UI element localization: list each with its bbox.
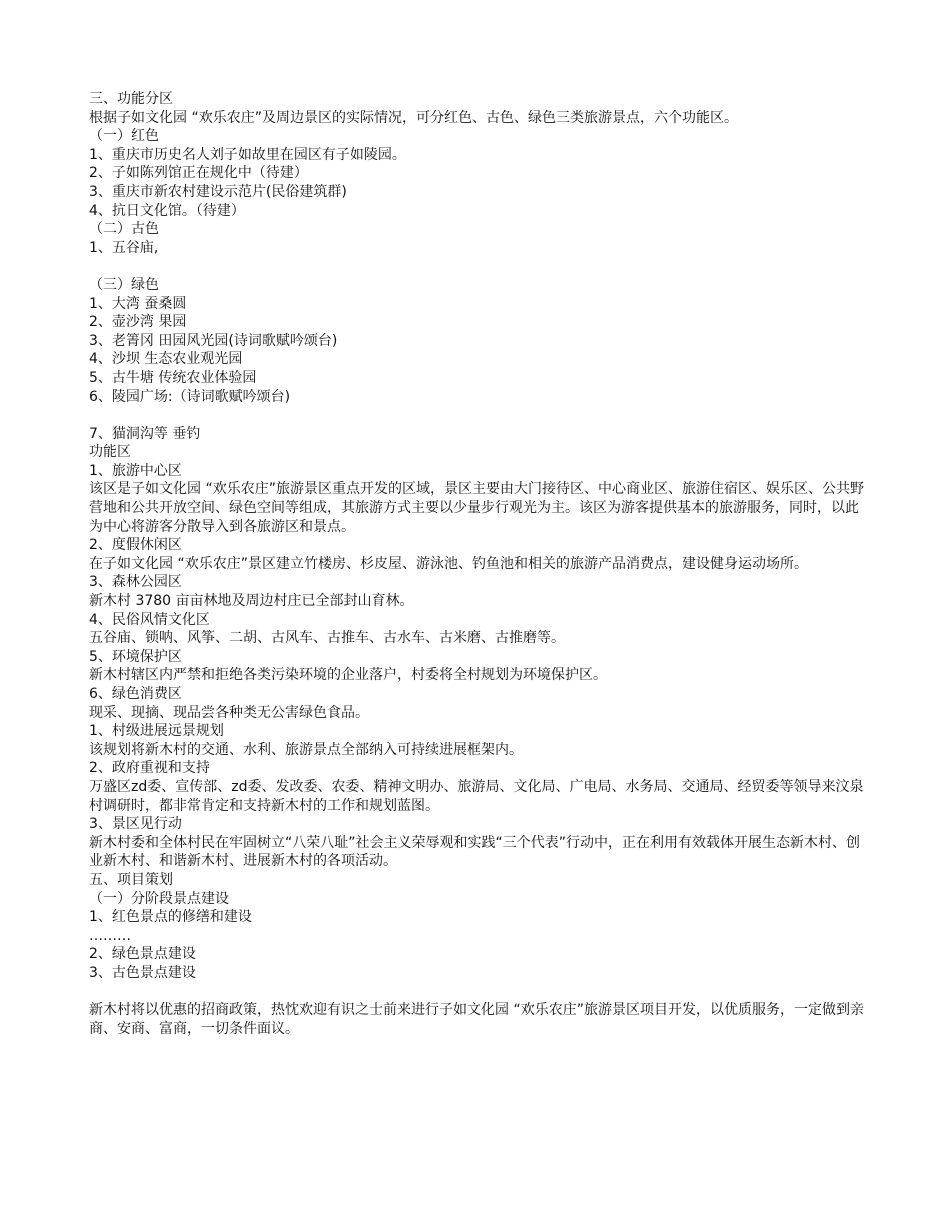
text-line: 2、绿色景点建设 — [89, 946, 196, 963]
text-line: 根据子如文化园 “欢乐农庄”及周边景区的实际情况，可分红色、古色、绿色三类旅游景点，六个功能区。 — [89, 109, 738, 126]
text-line: 新木村辖区内严禁和拒绝各类污染环境的企业落户，村委将全村规划为环境保护区。 — [89, 667, 607, 684]
text-line: 5、古牛塘 传统农业体验园 — [89, 369, 257, 386]
text-line: 1、红色景点的修缮和建设 — [89, 909, 252, 926]
text-line: 3、景区见行动 — [89, 816, 182, 833]
text-line: 7、猫洞沟等 垂钓 — [89, 425, 201, 442]
text-line: 3、古色景点建设 — [89, 964, 196, 981]
text-line: 6、陵园广场:（诗词歌赋吟颂台) — [89, 388, 291, 405]
text-line: 3、重庆市新农村建设示范片(民俗建筑群) — [89, 183, 347, 200]
text-line: 6、绿色消费区 — [89, 686, 182, 702]
text-line: 1、村级进展远景规划 — [89, 723, 224, 740]
text-line: 3、老箐冈 田园风光园(诗词歌赋吟颂台) — [89, 332, 338, 349]
text-line: 五谷庙、锁呐、风筝、二胡、古风车、古推车、古水车、古米磨、古推磨等。 — [89, 630, 565, 647]
text-line: 在子如文化园 “欢乐农庄”景区建立竹楼房、杉皮屋、游泳池、钓鱼池和相关的旅游产品消费点，建设健身运动场所。 — [89, 555, 808, 572]
text-line: （一）分阶段景点建设 — [89, 890, 229, 907]
text-line: 该区是子如文化园 “欢乐农庄”旅游景区重点开发的区域，景区主要由大门接待区、中心商业区、旅游住宿区、娱乐区、公共野营地和公共开放空间、绿色空间等组成，其旅游方式主要以少量步行观光为主。该区为游客提供基本的旅游服务，同时，以此为中心将游客分散导入到各旅游区和景点。 — [89, 481, 864, 535]
text-line: 1、大湾 蚕桑圆 — [89, 295, 187, 312]
blank-line — [89, 983, 864, 1002]
text-line: 4、抗日文化馆。（待建） — [89, 202, 245, 219]
text-line: 2、政府重视和支持 — [89, 760, 210, 777]
text-line: 1、五谷庙, — [89, 239, 159, 256]
text-line: 现采、现摘、现品尝各种类无公害绿色食品。 — [89, 704, 369, 721]
text-line: 1、重庆市历史名人刘子如故里在园区有子如陵园。 — [89, 146, 406, 163]
text-line: 新木村将以优惠的招商政策，热忱欢迎有识之士前来进行子如文化园 “欢乐农庄”旅游景区项目开发，以优质服务，一定做到亲商、安商、富商，一切条件面议。 — [89, 1002, 864, 1037]
document-body — [89, 90, 864, 1038]
text-line: 该规划将新木村的交通、水利、旅游景点全部纳入可持续进展框架内。 — [89, 741, 523, 758]
text-line: 3、森林公园区 — [89, 574, 182, 591]
text-line: 4、民俗风情文化区 — [89, 611, 210, 628]
text-line: 2、子如陈列馆正在规化中（待建） — [89, 165, 308, 182]
text-line: （一）红色 — [89, 128, 159, 145]
text-line: 五、项目策划 — [89, 871, 173, 888]
text-line: 2、度假休闲区 — [89, 537, 182, 554]
text-line: （三）绿色 — [89, 276, 159, 293]
text-line: 三、功能分区 — [89, 91, 173, 107]
text-line: 功能区 — [89, 444, 131, 461]
text-line: 新木村 3780 亩亩林地及周边村庄已全部封山育林。 — [89, 593, 414, 610]
text-line: （二）古色 — [89, 221, 159, 238]
text-line: 5、环境保护区 — [89, 648, 182, 665]
blank-line — [89, 406, 864, 425]
text-line: 2、壶沙湾 果园 — [89, 314, 187, 331]
text-line: 万盛区zd委、宣传部、zd委、发改委、农委、精神文明办、旅游局、文化局、广电局、水务局、交通局、经贸委等领导来汶泉村调研时，都非常肯定和支持新木村的工作和规划蓝图。 — [89, 778, 864, 814]
text-line: 1、旅游中心区 — [89, 462, 182, 479]
text-line: 新木村委和全体村民在牢固树立“八荣八耻”社会主义荣辱观和实践“三个代表”行动中，正在利用有效载体开展生态新木村、创业新木村、和谐新木村、进展新木村的各项活动。 — [89, 834, 861, 870]
text-line: ……… — [89, 927, 131, 944]
blank-line — [89, 257, 864, 276]
text-line: 4、沙坝 生态农业观光园 — [89, 351, 243, 368]
